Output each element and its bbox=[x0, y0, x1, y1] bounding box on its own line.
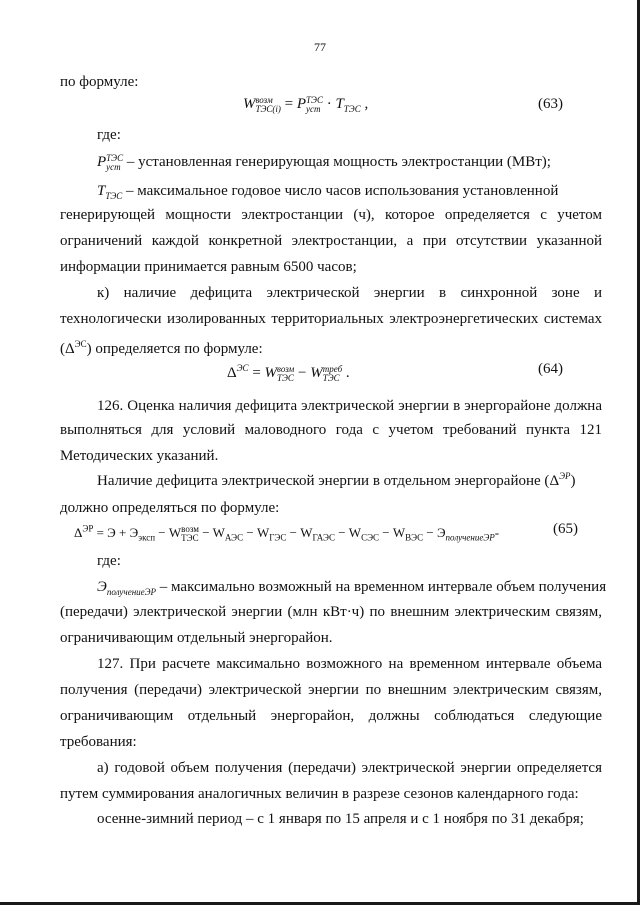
equation-number: (64) bbox=[538, 361, 563, 377]
equation-number: (63) bbox=[538, 96, 563, 112]
equation-64: $\Delta^{ЭС} = W$ возм ТЭС − W треб ТЭС . bbox=[227, 363, 350, 383]
text-line: требования: bbox=[60, 734, 137, 750]
text-line: 127. При расчете максимально возможного на временном интервале объема bbox=[97, 656, 602, 672]
text-line: осенне-зимний период – с 1 января по 15 апреля и с 1 ноября по 31 декабря; bbox=[97, 811, 584, 827]
text-line: ограничивающим отдельный энергорайон. bbox=[60, 630, 333, 646]
equation-63: W возм ТЭС(i) = P ТЭС уст · $T_{ТЭС}$ , bbox=[243, 95, 369, 114]
text-line: технологически изолированных территориальных электроэнергетических системах bbox=[60, 311, 602, 327]
page-number: 77 bbox=[314, 40, 326, 54]
text-line: получения (передачи) электрической энергии по внешним электрическим связям, bbox=[60, 682, 602, 698]
definition-line: P ТЭС уст – установленная генерирующая мощность электростанции (МВт); bbox=[97, 153, 551, 172]
text-line: Наличие дефицита электрической энергии в отдельном энергорайоне $(\Delta^{ЭР})$ bbox=[97, 471, 576, 489]
text-line: генерирующей мощности электростанции (ч), которое определяется с учетом bbox=[60, 207, 602, 223]
text-line: а) годовой объем получения (передачи) электрической энергии определяется bbox=[97, 760, 602, 776]
definition-line: $Э_{получениеЭР}$ – максимально возможный на временном интервале объем получения bbox=[97, 579, 607, 597]
text-line: Методических указаний. bbox=[60, 448, 219, 464]
text-line: должно определяться по формуле: bbox=[60, 500, 280, 516]
equation-65: $\Delta^{ЭР} = Э + Э_{эксп} - W$ возм ТЭС − $W_{АЭС} - W_{ГЭС} - W_{ГАЭС} - W_{СЭС} - W_{ВЭС} - Э_{получениеЭР}-$ bbox=[74, 523, 500, 543]
text-line: по формуле: bbox=[60, 74, 139, 90]
text-line: выполняться для условий маловодного года с учетом требований пункта 121 bbox=[60, 422, 602, 438]
text-line: к) наличие дефицита электрической энергии в синхронной зоне и bbox=[97, 285, 602, 301]
text-line: где: bbox=[97, 127, 121, 143]
text-line: ограничивающим отдельный энергорайон, должны соблюдаться следующие bbox=[60, 708, 602, 724]
text-line: где: bbox=[97, 553, 121, 569]
text-line: ограничений каждой конкретной электростанции, а при отсутствии указанной bbox=[60, 233, 602, 249]
text-line: путем суммирования аналогичных величин в разрезе сезонов календарного года: bbox=[60, 786, 579, 802]
text-line: 126. Оценка наличия дефицита электрической энергии в энергорайоне должна bbox=[97, 398, 602, 414]
definition-line: $T_{ТЭС}$ – максимальное годовое число часов использования установленной bbox=[97, 183, 559, 201]
text-line: информации принимается равным 6500 часов; bbox=[60, 259, 357, 275]
equation-number: (65) bbox=[553, 521, 578, 537]
text-line: $(\Delta^{ЭС})$ определяется по формуле: bbox=[60, 339, 263, 357]
text-line: (передачи) электрической энергии (млн кВт·ч) по внешним электрическим связям, bbox=[60, 604, 602, 620]
